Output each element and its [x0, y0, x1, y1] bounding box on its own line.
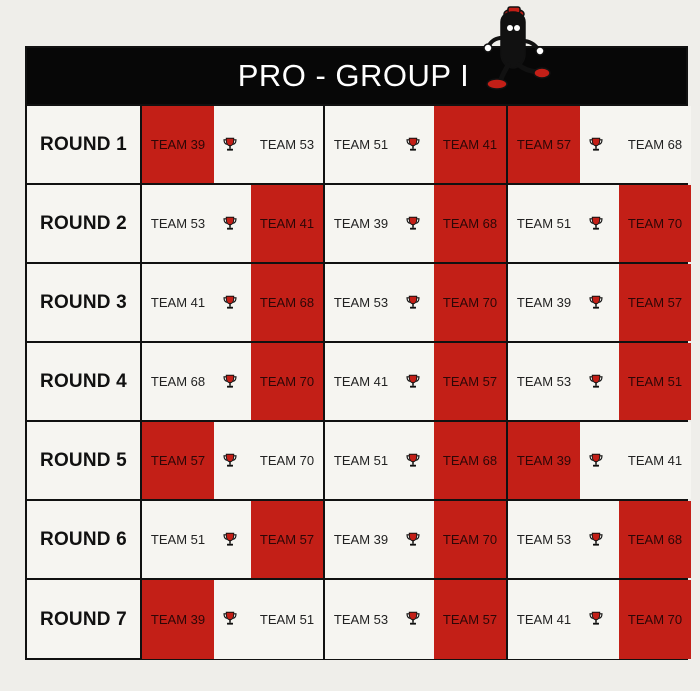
match-cell — [142, 501, 325, 578]
team-right: TEAM 70 — [434, 501, 506, 578]
team-right: TEAM 70 — [434, 264, 506, 341]
team-left: TEAM 57 — [142, 422, 214, 499]
team-left: TEAM 68 — [150, 374, 206, 389]
round-label: ROUND 3 — [27, 264, 142, 341]
trophy-icon — [404, 294, 422, 312]
team-left: TEAM 53 — [516, 374, 572, 389]
trophy-icon — [587, 531, 605, 549]
team-right: TEAM 68 — [434, 422, 506, 499]
team-left: TEAM 53 — [516, 532, 572, 547]
round-label: ROUND 5 — [27, 422, 142, 499]
trophy-icon — [221, 610, 239, 628]
team-right: TEAM 41 — [251, 185, 323, 262]
match-cell — [508, 343, 691, 420]
trophy-icon — [221, 373, 239, 391]
match-cell — [508, 422, 691, 499]
schedule-grid — [27, 106, 686, 658]
match-cell — [508, 106, 691, 183]
round-row — [27, 580, 686, 659]
trophy-icon — [404, 373, 422, 391]
match-cell — [325, 185, 508, 262]
round-label: ROUND 1 — [27, 106, 142, 183]
round-row — [27, 185, 686, 264]
team-left: TEAM 57 — [508, 106, 580, 183]
team-right: TEAM 68 — [251, 264, 323, 341]
match-cell — [142, 106, 325, 183]
match-cell — [325, 106, 508, 183]
trophy-icon — [404, 610, 422, 628]
round-row — [27, 422, 686, 501]
schedule-board — [25, 46, 688, 660]
trophy-icon — [404, 136, 422, 154]
team-right: TEAM 70 — [251, 343, 323, 420]
match-cell — [142, 343, 325, 420]
team-left: TEAM 41 — [333, 374, 389, 389]
round-row — [27, 501, 686, 580]
team-left: TEAM 39 — [333, 532, 389, 547]
team-left: TEAM 51 — [150, 532, 206, 547]
team-left: TEAM 39 — [516, 295, 572, 310]
trophy-icon — [221, 215, 239, 233]
team-right: TEAM 41 — [434, 106, 506, 183]
team-right: TEAM 57 — [251, 501, 323, 578]
match-cell — [325, 343, 508, 420]
team-left: TEAM 39 — [508, 422, 580, 499]
team-right: TEAM 51 — [619, 343, 691, 420]
page-title: PRO - GROUP I — [237, 58, 470, 93]
team-left: TEAM 51 — [516, 216, 572, 231]
trophy-icon — [221, 294, 239, 312]
team-left: TEAM 51 — [333, 137, 389, 152]
match-cell — [325, 580, 508, 659]
round-label: ROUND 4 — [27, 343, 142, 420]
match-cell — [325, 422, 508, 499]
team-right: TEAM 41 — [627, 453, 683, 468]
team-right: TEAM 70 — [619, 580, 691, 659]
match-cell — [142, 580, 325, 659]
trophy-icon — [587, 373, 605, 391]
trophy-icon — [404, 215, 422, 233]
round-row — [27, 264, 686, 343]
trophy-icon — [221, 531, 239, 549]
round-row — [27, 106, 686, 185]
team-left: TEAM 51 — [333, 453, 389, 468]
match-cell — [508, 580, 691, 659]
team-left: TEAM 53 — [333, 295, 389, 310]
trophy-icon — [404, 452, 422, 470]
trophy-icon — [587, 215, 605, 233]
match-cell — [325, 264, 508, 341]
running-mascot-icon — [482, 4, 552, 90]
header-bar — [27, 48, 686, 106]
trophy-icon — [587, 452, 605, 470]
team-left: TEAM 39 — [142, 580, 214, 659]
trophy-icon — [404, 531, 422, 549]
round-label: ROUND 6 — [27, 501, 142, 578]
match-cell — [142, 185, 325, 262]
team-left: TEAM 39 — [333, 216, 389, 231]
team-left: TEAM 53 — [150, 216, 206, 231]
trophy-icon — [587, 294, 605, 312]
team-right: TEAM 70 — [619, 185, 691, 262]
team-right: TEAM 68 — [619, 501, 691, 578]
team-right: TEAM 51 — [259, 612, 315, 627]
round-row — [27, 343, 686, 422]
round-label: ROUND 2 — [27, 185, 142, 262]
team-right: TEAM 57 — [434, 580, 506, 659]
trophy-icon — [221, 136, 239, 154]
team-left: TEAM 39 — [142, 106, 214, 183]
round-label: ROUND 7 — [27, 580, 142, 659]
trophy-icon — [587, 610, 605, 628]
match-cell — [142, 264, 325, 341]
team-left: TEAM 41 — [150, 295, 206, 310]
team-right: TEAM 53 — [259, 137, 315, 152]
team-left: TEAM 41 — [516, 612, 572, 627]
team-right: TEAM 68 — [627, 137, 683, 152]
match-cell — [508, 501, 691, 578]
match-cell — [508, 264, 691, 341]
team-right: TEAM 68 — [434, 185, 506, 262]
match-cell — [508, 185, 691, 262]
team-right: TEAM 57 — [434, 343, 506, 420]
trophy-icon — [587, 136, 605, 154]
team-left: TEAM 53 — [333, 612, 389, 627]
match-cell — [325, 501, 508, 578]
team-right: TEAM 57 — [619, 264, 691, 341]
trophy-icon — [221, 452, 239, 470]
match-cell — [142, 422, 325, 499]
team-right: TEAM 70 — [259, 453, 315, 468]
